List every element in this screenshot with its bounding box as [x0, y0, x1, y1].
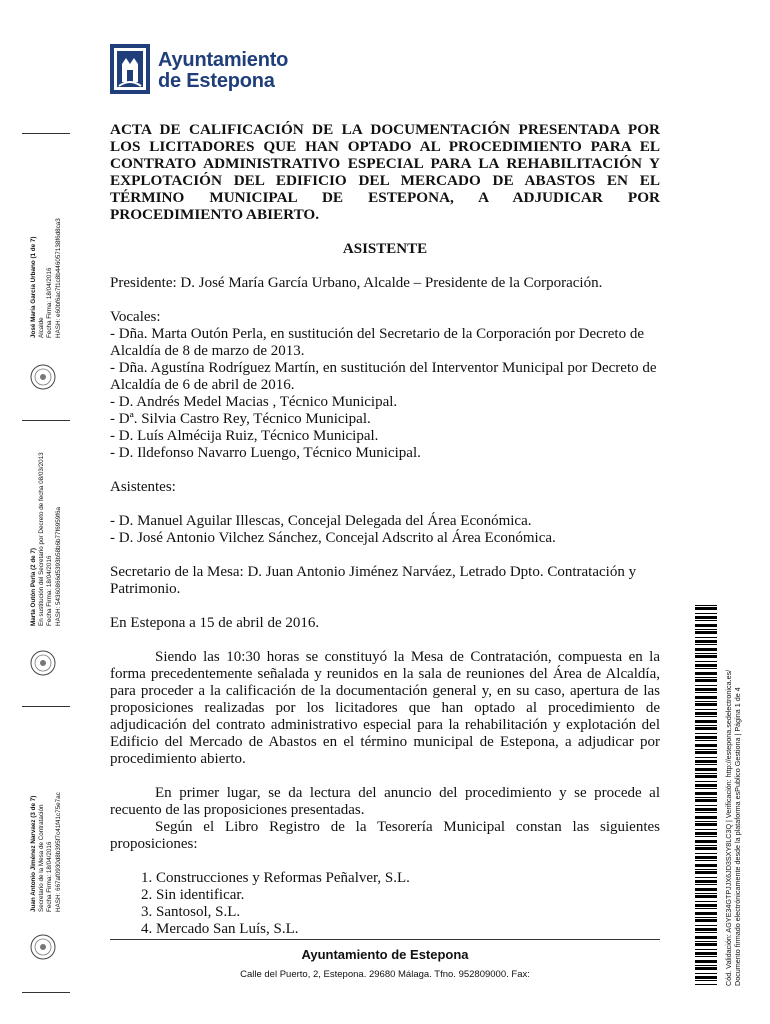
vocal-item: - Dña. Agustína Rodríguez Martín, en sustitución del Interventor Municipal por Decreto de Alcaldía de 6 de abril de 2016.	[110, 360, 657, 393]
signature-block-3	[30, 792, 63, 912]
coat-of-arms-icon	[110, 44, 150, 94]
section-heading: ASISTENTE	[342, 241, 428, 257]
signer-role: Alcalde	[38, 317, 46, 338]
paragraph-3: Según el Libro Registro de la Tesorería Municipal constan las siguientes proposiciones:	[110, 819, 660, 852]
paragraph-1: Siendo las 10:30 horas se constituyó la Mesa de Contratación, compuesta en la forma precedentemente señalada y reunidos en la sala de reuniones del Área de Alcaldía, para proceder a la calificación de la documentación general y, en su caso, apertura de las proposiciones realizadas por los licitadores que han optado al procedimiento de adjudicación del contrato administrativo especial para la rehabilitación y explotación del Edificio del Mercado de Abastos en el término municipal de Estepona, a adjudicar por procedimiento abierto.	[110, 649, 660, 767]
signer-role: Secretario de la Mesa de Contratación	[38, 804, 46, 912]
signature-divider	[22, 992, 70, 993]
document-title-last: PROCEDIMIENTO ABIERTO.	[110, 206, 320, 223]
ayuntamiento-logo	[110, 44, 290, 98]
validation-text	[724, 670, 742, 986]
signature-hash: HASH: 54360866d5393b58b6b77f6959f6a	[54, 506, 62, 626]
logo-line-1: Ayuntamiento	[158, 49, 289, 71]
paragraph-2: En primer lugar, se da lectura del anuncio del procedimiento y se procede al recuento de las proposiciones presentadas.	[110, 785, 660, 818]
seal-icon	[30, 934, 56, 960]
secretario-line: Secretario de la Mesa: D. Juan Antonio Jiménez Narváez, Letrado Dpto. Contratación y Patrimonio.	[110, 564, 637, 597]
logo-line-2: de Estepona	[158, 70, 275, 92]
presidente-line: Presidente: D. José María García Urbano, Alcalde – Presidente de la Corporación.	[110, 275, 603, 291]
list-item: 4. Mercado San Luís, S.L.	[156, 921, 660, 938]
signature-divider	[22, 706, 70, 707]
signature-block-1	[30, 218, 63, 338]
list-item: 3. Santosol, S.L.	[156, 904, 660, 921]
signer-name: Marta Outón Perla (2 de 7)	[30, 547, 37, 626]
proposiciones-list	[110, 870, 660, 938]
signer-name: Juan Antonio Jiménez Narvaez (3 de 7)	[30, 795, 37, 912]
vocal-item: - Dª. Silvia Castro Rey, Técnico Municipal.	[110, 411, 371, 427]
seal-icon	[30, 650, 56, 676]
validation-platform: Documento firmado electrónicamente desde la plataforma esPublico Gestiona | Página 1 de 4	[733, 687, 742, 986]
signer-role: En sustitución del Secretario por Decreto de fecha 08/03/2013	[38, 452, 46, 626]
asistente-item: - D. Manuel Aguilar Illescas, Concejal Delegada del Área Económica.	[110, 513, 532, 529]
signature-hash: HASH: 667af0930d8b395f7c41f41c75e7ac	[54, 792, 62, 912]
vocal-item: - D. Ildefonso Navarro Luengo, Técnico Municipal.	[110, 445, 421, 461]
signature-divider	[22, 133, 70, 134]
footer-title: Ayuntamiento de Estepona	[301, 947, 469, 962]
list-item: 1. Construcciones y Reformas Peñalver, S.L.	[156, 870, 660, 887]
vocal-item: - D. Luís Almécija Ruiz, Técnico Municipal.	[110, 428, 379, 444]
document-title	[110, 121, 660, 223]
barcode-icon	[695, 605, 717, 985]
signature-block-2	[30, 452, 63, 626]
logo-wordmark	[158, 50, 288, 92]
signature-divider	[22, 420, 70, 421]
footer-address: Calle del Puerto, 2, Estepona. 29680 Málaga. Tfno. 952809000. Fax:	[240, 969, 530, 980]
asistentes-label: Asistentes:	[110, 479, 176, 495]
vocales-label: Vocales:	[110, 309, 161, 325]
signature-date: Fecha Firma: 18/04/2016	[46, 267, 54, 338]
signer-name: José María García Urbano (1 de 7)	[30, 236, 37, 338]
vocal-item: - D. Andrés Medel Macias , Técnico Municipal.	[110, 394, 398, 410]
vocal-item: - Dña. Marta Outón Perla, en sustitución del Secretario de la Corporación por Decreto de Alcaldía de 8 de marzo de 2013.	[110, 326, 644, 359]
seal-icon	[30, 364, 56, 390]
document-body	[110, 121, 660, 938]
date-line: En Estepona a 15 de abril de 2016.	[110, 615, 320, 631]
list-item: 2. Sin identificar.	[156, 887, 660, 904]
asistente-item: - D. José Antonio Vilchez Sánchez, Concejal Adscrito al Área Económica.	[110, 530, 556, 546]
signature-date: Fecha Firma: 18/04/2016	[46, 555, 54, 626]
document-title-main: ACTA DE CALIFICACIÓN DE LA DOCUMENTACIÓN PRESENTADA POR LOS LICITADORES QUE HAN OPTADO AL PROCEDIMIENTO PARA EL CONTRATO ADMINISTRATIVO ESPECIAL PARA LA REHABILITACIÓN Y EXPLOTACIÓN DEL EDIFICIO DEL MERCADO DE ABASTOS EN EL TÉRMINO MUNICIPAL DE ESTEPONA, A ADJUDICAR POR	[110, 121, 660, 206]
validation-code: Cód. Validación: AGYE34GTPJJX6JD3SXY8LC3Q | Verificación: http://estepona.sedelectronica.es/	[724, 669, 733, 986]
signature-date: Fecha Firma: 18/04/2016	[46, 841, 54, 912]
footer-divider	[110, 939, 660, 940]
signature-hash: HASH: e60bf6ac7f1c8b446057138f6d8ca3	[54, 218, 62, 338]
